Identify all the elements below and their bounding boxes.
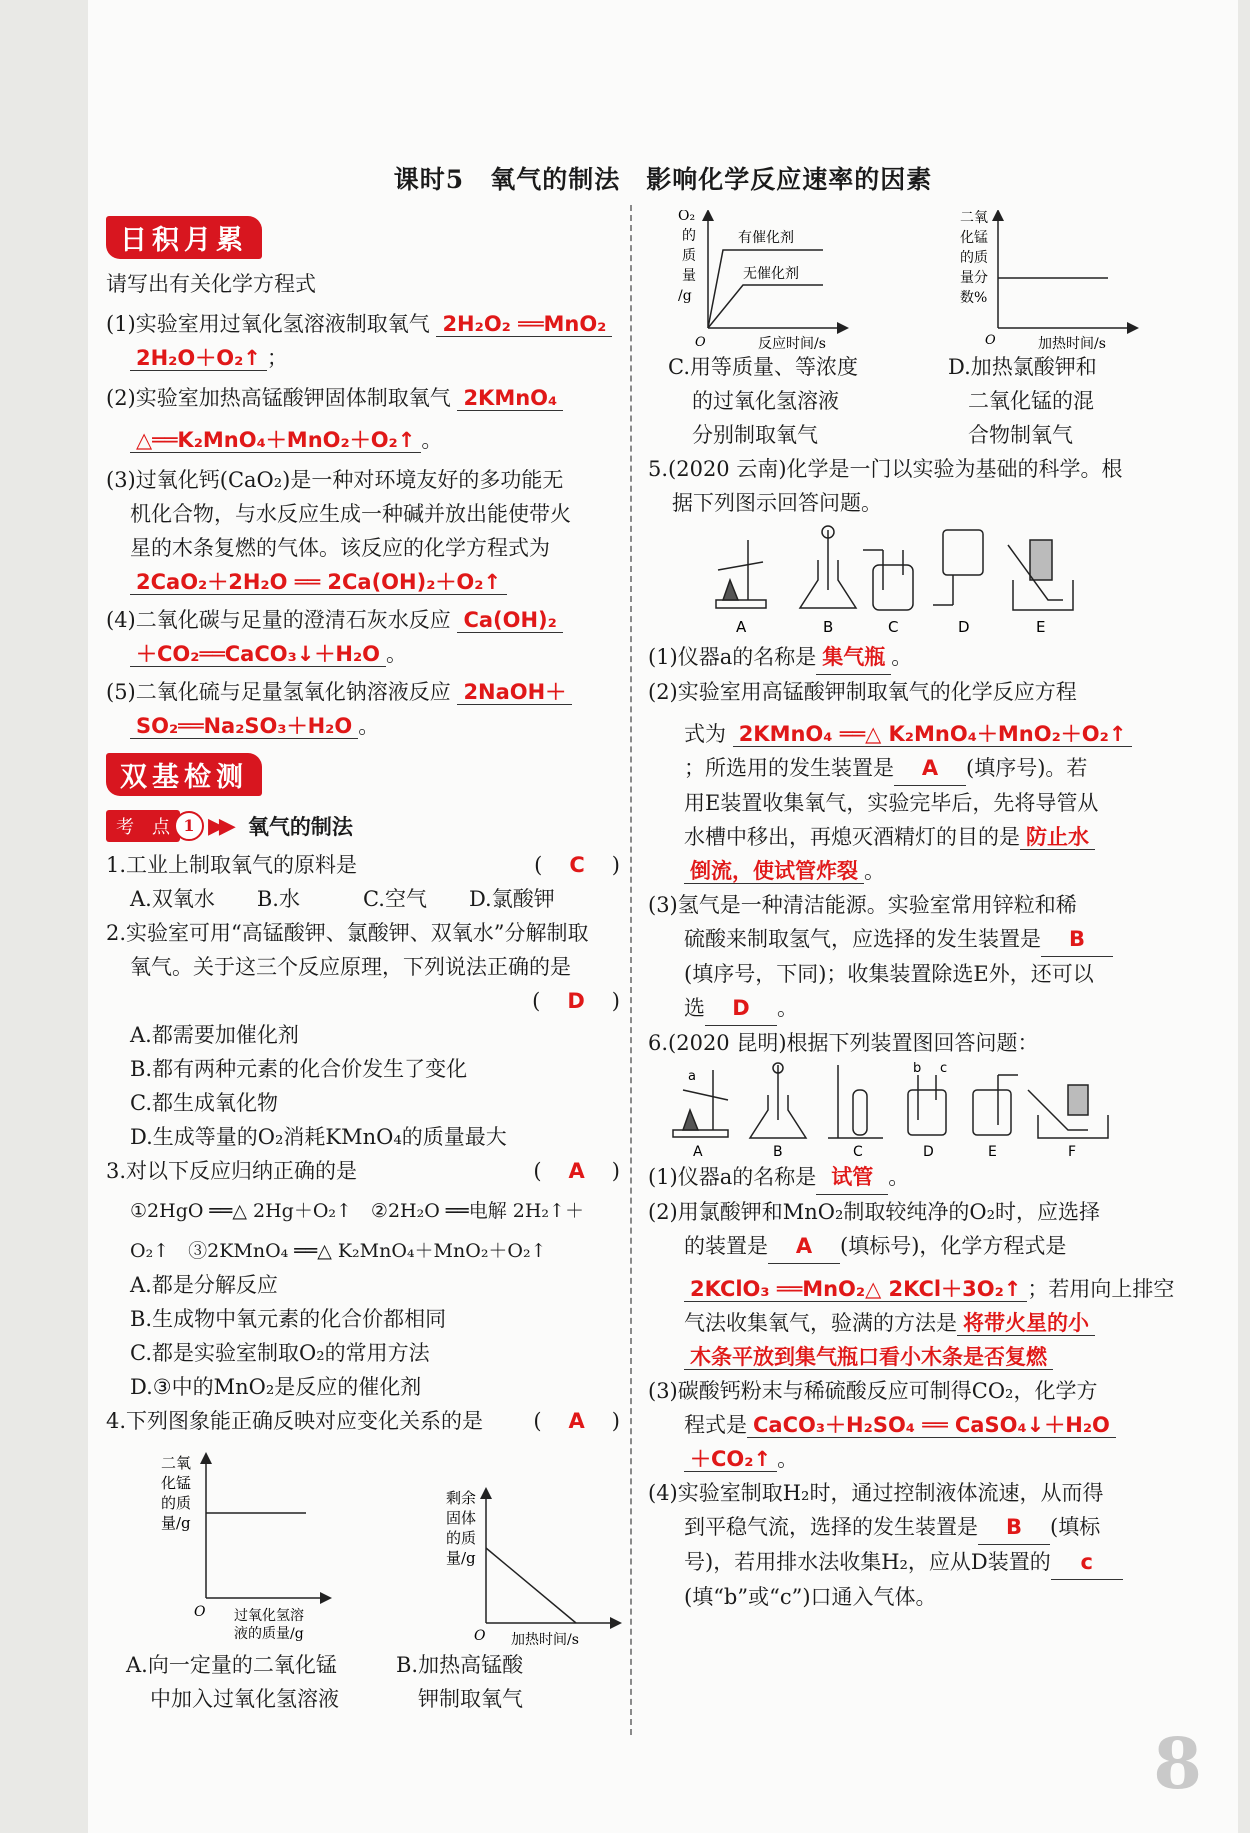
s1-q3-ans-line [106, 565, 626, 599]
q5-s3-l1: (3)氢气是一种清洁能源。实验室常用锌粒和稀 [648, 893, 1077, 917]
mc-q2-option-c: C.都生成氧化物 [130, 1091, 278, 1115]
s1-q5 [106, 675, 626, 709]
apparatus-b-icon [800, 526, 856, 608]
q5-s3-answer-2: D [705, 991, 777, 1026]
mc-q3-eq1: ①2HgO ══△ 2Hg＋O₂↑ ②2H₂O ══电解 2H₂↑＋ [130, 1200, 584, 1222]
apparatus-6e-label: E [988, 1144, 997, 1160]
section-banner-daily: 日积月累 [106, 216, 262, 259]
s1-q3-answer: 2CaO₂＋2H₂O ══ 2Ca(OH)₂＋O₂↑ [130, 570, 507, 595]
mc-q3-option-a: A.都是分解反应 [130, 1273, 278, 1297]
mc-q1-stem: 1.工业上制取氧气的原料是 [106, 853, 358, 877]
s1-q2-answer-b: △══K₂MnO₄＋MnO₂＋O₂↑ [130, 428, 421, 453]
mc-q4 [106, 1404, 626, 1438]
mc-q4-graphs-cd [648, 210, 1238, 350]
mc-q3-eq2: O₂↑ ③2KMnO₄ ══△ K₂MnO₄＋MnO₂＋O₂↑ [130, 1240, 547, 1262]
q6-s2-text-c: ；若用向上排空 [1027, 1277, 1175, 1301]
s1-q5-text: (5)二氧化硫与足量氢氧化钠溶液反应 [106, 680, 451, 704]
q5-s1 [648, 640, 1238, 675]
mc-q3-option-b: B.生成物中氧元素的化合价都相同 [130, 1307, 447, 1331]
q6-s4-l4: (填“b”或“c”)口通入气体。 [684, 1585, 937, 1609]
graph-a-ylabel-2: 化锰 [161, 1474, 192, 1492]
graph-b-origin: O [474, 1628, 486, 1644]
mc-q2-l2: 氧气。关于这三个反应原理，下列说法正确的是 [130, 955, 571, 979]
mc-q4-stem: 4.下列图象能正确反映对应变化关系的是 [106, 1409, 484, 1433]
q5-s3-l4 [648, 991, 1238, 1026]
q5-s2-end: 。 [864, 859, 885, 883]
q6-s3-l3 [648, 1442, 1238, 1476]
q6-s4-text-c: 号)，若用排水法收集H₂，应从D装置的 [684, 1550, 1051, 1574]
q6-s4-l1: (4)实验室制取H₂时，通过控制液体流速，从而得 [648, 1481, 1104, 1505]
mc-q1-answer: C [569, 853, 585, 877]
graph-d [960, 210, 1133, 350]
apparatus-6a-icon [673, 1070, 728, 1137]
apparatus-6f-label: F [1068, 1144, 1077, 1160]
q6-l1: 6.(2020 昆明)根据下列装置图回答问题： [648, 1031, 1039, 1055]
q5-s2-answer-2: A [894, 751, 966, 786]
s1-q4 [106, 603, 626, 637]
q5-s2-l6 [648, 854, 1238, 888]
kaodian-header [106, 810, 626, 842]
mc-q4-b1: B.加热高锰酸 [396, 1653, 524, 1677]
s1-q3-l2: 机化合物，与水反应生成一种碱并放出能使带火 [130, 502, 571, 526]
q6-s2-answer: A [768, 1229, 840, 1264]
mc-q4-ab-captions [106, 1648, 626, 1682]
mc-q4-answer-box: ( A ) [533, 1409, 620, 1433]
mc-q2-option-b: B.都有两种元素的化合价发生了变化 [130, 1057, 468, 1081]
q5-s3-text: 硫酸来制取氢气，应选择的发生装置是 [684, 927, 1041, 951]
graph-d-ylabel-4: 量分 [960, 270, 988, 286]
apparatus-a-label: A [736, 618, 747, 636]
graph-c-xlabel: 反应时间/s [758, 336, 826, 350]
q5-s3-end: 。 [777, 996, 798, 1020]
mc-q4-d3: 合物制氧气 [968, 423, 1073, 447]
graph-c [678, 210, 843, 350]
graph-d-ylabel-3: 的质 [960, 250, 988, 266]
q6-s2-text-b: (填标号)，化学方程式是 [840, 1234, 1067, 1258]
q6-s3-answer: CaCO₃＋H₂SO₄ ══ CaSO₄↓＋H₂O [747, 1413, 1116, 1438]
q6-s1 [648, 1160, 1238, 1195]
s1-q4-cont [106, 637, 626, 671]
mc-q1 [106, 848, 626, 882]
graph-d-ylabel-5: 数% [960, 290, 988, 306]
graph-c-origin: O [695, 335, 706, 350]
q5-apparatus-svg [708, 520, 1128, 640]
mc-q2-answer: D [567, 989, 585, 1013]
s1-q5-cont [106, 709, 626, 743]
mc-q1-answer-box: ( C ) [534, 853, 620, 877]
apparatus-6d-icon [908, 1075, 946, 1135]
q6-s4-text: 到平稳气流，选择的发生装置是 [684, 1515, 978, 1539]
s1-q5-answer-a: 2NaOH＋ [457, 680, 572, 705]
s1-q2-answer-a: 2KMnO₄ [457, 386, 563, 411]
graph-b-ylabel-2: 固体 [446, 1509, 477, 1527]
mc-q4-d1: D.加热氯酸钾和 [948, 355, 1097, 379]
q6-s4-text-b: (填标 [1050, 1515, 1101, 1539]
apparatus-d-label: D [958, 618, 970, 636]
s1-q1-cont [106, 341, 626, 375]
graph-c-ylabel-2: 的 [682, 228, 696, 244]
q6-s4-l2 [648, 1510, 1238, 1545]
apparatus-6a-label: A [693, 1144, 703, 1160]
mc-q2-answer-row [106, 984, 626, 1018]
right-column [648, 210, 1238, 1614]
s1-q1-answer-b: 2H₂O＋O₂↑ [130, 346, 267, 371]
q6-s4-answer: B [978, 1510, 1050, 1545]
q5-s3-l2 [648, 922, 1238, 957]
apparatus-6c-icon [828, 1065, 883, 1138]
graph-c-legend-no-catalyst: 无催化剂 [743, 266, 799, 282]
mc-q4-c3: 分别制取氧气 [692, 423, 818, 447]
q5-s2-l5 [648, 820, 1238, 854]
mc-q2-l1: 2.实验室可用“高锰酸钾、氯酸钾、双氧水”分解制取 [106, 921, 589, 945]
graph-b-ylabel-4: 量/g [446, 1549, 476, 1567]
q5-s2-answer: 2KMnO₄ ══△ K₂MnO₄＋MnO₂＋O₂↑ [733, 722, 1133, 747]
mc-q3 [106, 1154, 626, 1188]
apparatus-6e-icon [973, 1075, 1018, 1135]
mc-q3-option-c: C.都是实验室制取O₂的常用方法 [130, 1341, 430, 1365]
q5-s2-text-d: 水槽中移出，再熄灭酒精灯的目的是 [684, 825, 1020, 849]
graph-b-xlabel: 加热时间/s [511, 1632, 579, 1648]
q5-s2-l1: (2)实验室用高锰酸钾制取氧气的化学反应方程 [648, 680, 1077, 704]
q5-s2-text-b: ；所选用的发生装置是 [684, 756, 894, 780]
s1-q1-end: ； [266, 346, 288, 370]
q6-s1-end: 。 [888, 1165, 910, 1189]
page [88, 0, 1238, 1833]
s1-q4-end: 。 [386, 642, 408, 666]
q6-s2-l1: (2)用氯酸钾和MnO₂制取较纯净的O₂时，应选择 [648, 1200, 1101, 1224]
q5-s1-text: (1)仪器a的名称是 [648, 645, 817, 669]
q6-s2-text-d: 气法收集氧气，验满的方法是 [684, 1311, 957, 1335]
kaodian-tag: 考 点 [106, 810, 180, 842]
mc-q4-b2: 钾制取氧气 [418, 1687, 523, 1711]
column-divider [630, 205, 632, 1735]
graph-b-line [486, 1548, 576, 1623]
q5-s2-text: 式为 [684, 722, 726, 746]
graph-a-ylabel-3: 的质 [161, 1494, 192, 1512]
mc-q4-graphs-ab [106, 1438, 626, 1648]
mc-q3-answer: A [568, 1159, 585, 1183]
q6-apparatus [648, 1060, 1238, 1160]
mark-c: c [940, 1061, 948, 1076]
s1-q4-text: (4)二氧化碳与足量的澄清石灰水反应 [106, 608, 451, 632]
q6-s4-l3 [648, 1545, 1238, 1580]
graph-d-ylabel-1: 二氧 [960, 210, 988, 226]
q6-s2-answer-3b: 木条平放到集气瓶口看小木条是否复燃 [684, 1345, 1053, 1370]
s1-q5-answer-b: SO₂══Na₂SO₃＋H₂O [130, 714, 358, 739]
q6-s3-l1: (3)碳酸钙粉末与稀硫酸反应可制得CO₂，化学方 [648, 1379, 1098, 1403]
graph-c-legend-catalyst: 有催化剂 [738, 230, 794, 246]
mark-b: b [913, 1061, 922, 1076]
mc-q4-cd-captions-2 [648, 384, 1238, 418]
q6-s2-l4 [648, 1306, 1238, 1340]
kaodian-number: 1 [174, 811, 204, 841]
double-arrow-icon: ▶▶ [208, 813, 230, 839]
graph-d-ylabel-2: 化锰 [960, 230, 988, 246]
q5-s2-l2 [648, 717, 1238, 751]
apparatus-6c-label: C [853, 1144, 863, 1160]
q5-l2: 据下列图示回答问题。 [672, 491, 882, 515]
graph-c-ylabel-5: /g [678, 288, 692, 304]
mc-q3-answer-box: ( A ) [533, 1159, 620, 1183]
graph-b-ylabel-3: 的质 [446, 1529, 477, 1547]
mc-q3-stem: 3.对以下反应归纳正确的是 [106, 1159, 358, 1183]
mc-q4-cd-captions-3 [648, 418, 1238, 452]
q5-l1: 5.(2020 云南)化学是一门以实验为基础的科学。根 [648, 457, 1123, 481]
mc-q4-c2: 的过氧化氢溶液 [692, 389, 839, 413]
kaodian-title: 氧气的制法 [247, 814, 353, 839]
graph-d-xlabel: 加热时间/s [1038, 336, 1106, 350]
q5-s3-text-b: 选 [684, 996, 705, 1020]
q6-s2-answer-3a: 将带火星的小 [957, 1311, 1095, 1336]
s1-q2 [106, 381, 626, 415]
apparatus-b-label: B [823, 618, 834, 636]
intro-text: 请写出有关化学方程式 [106, 272, 316, 296]
apparatus-c-label: C [888, 618, 899, 636]
apparatus-e-icon [1008, 540, 1073, 610]
apparatus-6f-icon [1028, 1085, 1108, 1138]
s1-q1-text: (1)实验室用过氧化氢溶液制取氧气 [106, 312, 430, 336]
graphs-ab-svg [106, 1438, 626, 1648]
s1-q4-answer-b: ＋CO₂══CaCO₃↓＋H₂O [130, 642, 386, 667]
q6-s3-text: 程式是 [684, 1413, 747, 1437]
s1-q2-cont [106, 423, 626, 457]
q6-s1-text: (1)仪器a的名称是 [648, 1165, 817, 1189]
q5-s2-answer-3a: 防止水 [1020, 825, 1095, 850]
page-number: 8 [1153, 1722, 1202, 1805]
q5-apparatus [648, 520, 1238, 640]
q5-s2-text-c: (填序号)。若 [966, 756, 1088, 780]
q6-s4-answer-2: c [1051, 1545, 1123, 1580]
mc-q4-a2: 中加入过氧化氢溶液 [150, 1687, 339, 1711]
graph-a [161, 1454, 326, 1642]
s1-q1 [106, 307, 626, 341]
section-banner-basic: 双基检测 [106, 753, 262, 796]
mc-q4-cd-captions-1 [648, 350, 1238, 384]
q6-apparatus-svg [668, 1060, 1168, 1160]
apparatus-d-icon [933, 530, 983, 605]
graph-a-ylabel-4: 量/g [161, 1514, 191, 1532]
s1-q3-l3: 星的木条复燃的气体。该反应的化学方程式为 [130, 536, 550, 560]
graph-c-line-no-catalyst [708, 285, 823, 328]
graph-b [446, 1489, 616, 1648]
mc-q1-options: A.双氧水 B.水 C.空气 D.氯酸钾 [130, 887, 555, 911]
q6-s2-l5 [648, 1340, 1238, 1374]
graphs-cd-svg [648, 210, 1238, 350]
graph-a-xlabel-1: 过氧化氢溶 [234, 1608, 304, 1624]
mc-q3-option-d: D.③中的MnO₂是反应的催化剂 [130, 1375, 422, 1399]
apparatus-6b-label: B [773, 1144, 783, 1160]
q6-s2-l3 [648, 1272, 1238, 1306]
graph-c-line-catalyst [708, 250, 823, 328]
apparatus-a-icon [716, 540, 766, 608]
graph-c-ylabel-3: 质 [682, 248, 696, 264]
q6-s3-end: 。 [777, 1447, 799, 1471]
q5-s3-answer: B [1041, 922, 1113, 957]
q6-s2-l2 [648, 1229, 1238, 1264]
q6-s3-l2 [648, 1408, 1238, 1442]
s1-q5-end: 。 [358, 714, 380, 738]
s1-q4-answer-a: Ca(OH)₂ [457, 608, 562, 633]
mc-q2-answer-box: ( D ) [532, 989, 620, 1013]
mc-q4-ab-captions-2 [106, 1682, 626, 1716]
apparatus-c-icon [863, 550, 913, 610]
graph-a-xlabel-2: 液的质量/g [234, 1626, 304, 1642]
page-title: 课时5 氧气的制法 影响化学反应速率的因素 [393, 165, 933, 194]
mark-a: a [688, 1069, 696, 1084]
q5-s1-end: 。 [891, 645, 913, 669]
mc-q2-option-a: A.都需要加催化剂 [130, 1023, 299, 1047]
s1-q3-l1: (3)过氧化钙(CaO₂)是一种对环境友好的多功能无 [106, 468, 564, 492]
apparatus-6b-icon [750, 1063, 806, 1138]
q5-s2-answer-3b: 倒流，使试管炸裂 [684, 859, 864, 884]
mc-q4-a1: A.向一定量的二氧化锰 [126, 1653, 337, 1677]
graph-d-origin: O [985, 333, 996, 348]
graph-c-ylabel-1: O₂ [678, 210, 696, 224]
q5-s2-l4: 用E装置收集氧气，实验完毕后，先将导管从 [684, 791, 1099, 815]
q6-s2-text: 的装置是 [684, 1234, 768, 1258]
graph-a-ylabel-1: 二氧 [161, 1454, 192, 1472]
s1-q1-answer-a: 2H₂O₂ ══MnO₂ [436, 312, 612, 337]
graph-c-ylabel-4: 量 [682, 268, 696, 284]
q6-s2-answer-2: 2KClO₃ ══MnO₂△ 2KCl＋3O₂↑ [684, 1277, 1027, 1302]
graph-a-origin: O [194, 1604, 206, 1620]
mc-q2-option-d: D.生成等量的O₂消耗KMnO₄的质量最大 [130, 1125, 507, 1149]
s1-q2-end: 。 [421, 428, 443, 452]
q5-s1-answer: 集气瓶 [816, 640, 891, 675]
apparatus-6d-label: D [923, 1144, 934, 1160]
mc-q4-c1: C.用等质量、等浓度 [668, 355, 858, 379]
apparatus-e-label: E [1036, 618, 1046, 636]
q6-s1-answer: 试管 [816, 1160, 888, 1195]
q5-s3-l3: (填序号，下同)；收集装置除选E外，还可以 [684, 962, 1094, 986]
graph-b-ylabel-1: 剩余 [446, 1489, 477, 1507]
mc-q4-answer: A [568, 1409, 585, 1433]
q5-s2-l3 [648, 751, 1238, 786]
mc-q4-d2: 二氧化锰的混 [968, 389, 1094, 413]
q6-s3-answer-2: ＋CO₂↑ [684, 1447, 777, 1472]
left-column [106, 210, 626, 1716]
s1-q2-text: (2)实验室加热高锰酸钾固体制取氧气 [106, 386, 451, 410]
